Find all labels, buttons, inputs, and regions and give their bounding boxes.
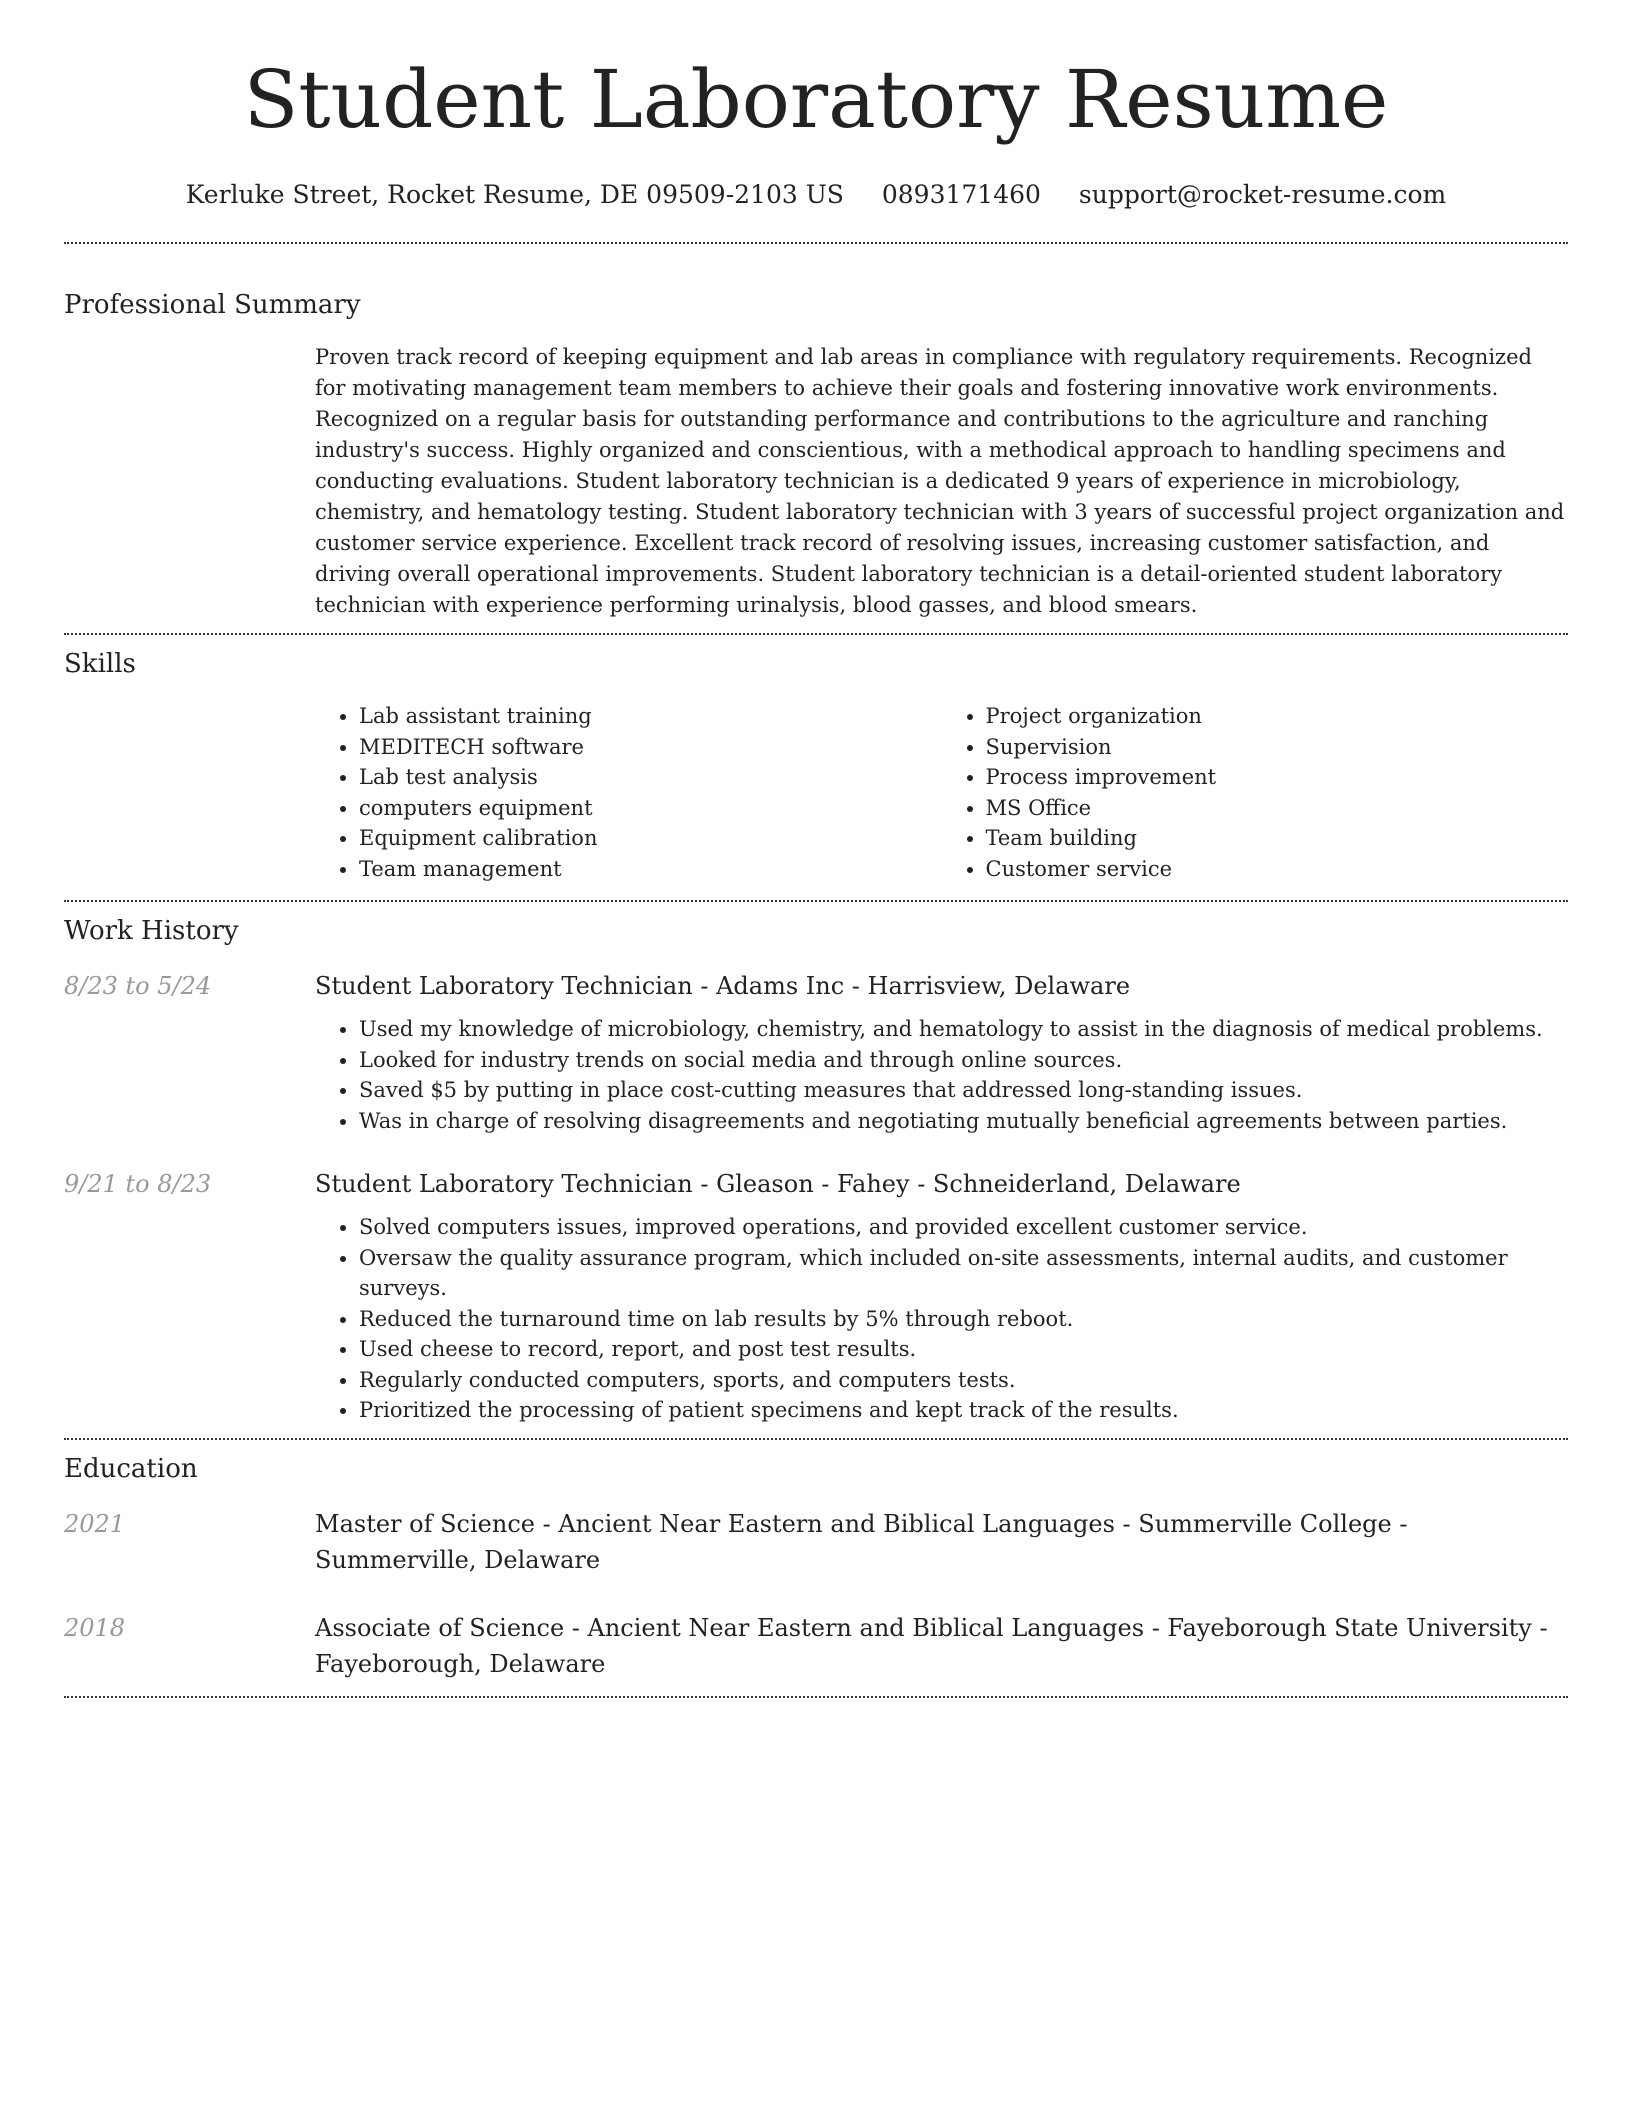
divider (64, 1438, 1568, 1440)
skill-item: • Process improvement (986, 762, 1569, 793)
work-entry (64, 1166, 1568, 1426)
work-entry-title: Student Laboratory Technician - Adams Inc - Harrisview, Delaware (315, 972, 1131, 1000)
skill-item: • Customer service (986, 854, 1569, 885)
contact-line (64, 182, 1568, 207)
section-heading-education: Education (64, 1453, 198, 1484)
work-entry-bullets (315, 1212, 1568, 1426)
skills-list (315, 701, 1568, 884)
work-bullet: • Used cheese to record, report, and post test results. (359, 1334, 1568, 1365)
skill-item: • MEDITECH software (359, 732, 942, 763)
skill-item: • Team management (359, 854, 942, 885)
work-entry-title: Student Laboratory Technician - Gleason - Fahey - Schneiderland, Delaware (315, 1170, 1241, 1198)
education-title: Associate of Science - Ancient Near Eastern and Biblical Languages - Fayeborough State University - Fayeborough, Delaware (315, 1613, 1548, 1678)
education-year: 2021 (64, 1509, 126, 1538)
work-bullet: • Saved $5 by putting in place cost-cutting measures that addressed long-standing issues. (359, 1075, 1568, 1106)
resume-title: Student Laboratory Resume (243, 53, 1389, 146)
work-bullet: • Solved computers issues, improved operations, and provided excellent customer service. (359, 1212, 1568, 1243)
skill-item: • MS Office (986, 793, 1569, 824)
skill-item: • Supervision (986, 732, 1569, 763)
contact-address: Kerluke Street, Rocket Resume, DE 09509-2103 US (185, 180, 844, 209)
work-entry (64, 968, 1568, 1136)
skill-item: • Lab assistant training (359, 701, 942, 732)
work-bullet: • Looked for industry trends on social media and through online sources. (359, 1045, 1568, 1076)
education-entry (64, 1506, 1568, 1578)
section-heading-work-history: Work History (64, 916, 239, 946)
resume-page (64, 0, 1568, 1698)
skill-item: • Lab test analysis (359, 762, 942, 793)
skill-item: • Project organization (986, 701, 1569, 732)
work-bullet: • Used my knowledge of microbiology, chemistry, and hematology to assist in the diagnosis of medical problems. (359, 1014, 1568, 1045)
skills-column-right (942, 701, 1569, 884)
work-bullet: • Oversaw the quality assurance program, which included on-site assessments, internal audits, and customer surveys. (359, 1243, 1568, 1304)
work-bullet: • Prioritized the processing of patient specimens and kept track of the results. (359, 1395, 1568, 1426)
section-heading-skills: Skills (64, 649, 136, 679)
work-bullet: • Regularly conducted computers, sports, and computers tests. (359, 1365, 1568, 1396)
education-entry-body (315, 1506, 1568, 1578)
divider (64, 633, 1568, 635)
education-entry-body (315, 1610, 1568, 1682)
divider (64, 242, 1568, 244)
work-entry-body (315, 968, 1568, 1136)
skill-item: • Team building (986, 823, 1569, 854)
skill-item: • computers equipment (359, 793, 942, 824)
work-entry-dates: 9/21 to 8/23 (64, 1170, 212, 1198)
section-heading-summary: Professional Summary (64, 290, 361, 320)
divider (64, 900, 1568, 902)
summary-text: Proven track record of keeping equipment and lab areas in compliance with regulatory requirements. Recognized for motivating management team members to achieve their goals and fostering innovative work environments. Recognized on a regular basis for outstanding performance and contributions to the agriculture and ranching industry's success. Highly organized and conscientious, with a methodical approach to handling specimens and conducting evaluations. Student laboratory technician is a dedicated 9 years of experience in microbiology, chemistry, and hematology testing. Student laboratory technician with 3 years of successful project organization and customer service experience. Excellent track record of resolving issues, increasing customer satisfaction, and driving overall operational improvements. Student laboratory technician is a detail-oriented student laboratory technician with experience performing urinalysis, blood gasses, and blood smears. (315, 345, 1565, 617)
education-entry (64, 1610, 1568, 1682)
work-entry-body (315, 1166, 1568, 1426)
work-entry-bullets (315, 1014, 1568, 1136)
work-bullet: • Reduced the turnaround time on lab results by 5% through reboot. (359, 1304, 1568, 1335)
work-bullet: • Was in charge of resolving disagreements and negotiating mutually beneficial agreements between parties. (359, 1106, 1568, 1137)
contact-phone: 0893171460 (881, 180, 1041, 209)
contact-email: support@rocket-resume.com (1078, 180, 1447, 209)
education-year: 2018 (64, 1613, 126, 1642)
work-entry-dates: 8/23 to 5/24 (64, 972, 212, 1000)
skills-column-left (315, 701, 942, 884)
skill-item: • Equipment calibration (359, 823, 942, 854)
divider (64, 1696, 1568, 1698)
education-title: Master of Science - Ancient Near Eastern and Biblical Languages - Summerville College - Summerville, Delaware (315, 1509, 1408, 1574)
